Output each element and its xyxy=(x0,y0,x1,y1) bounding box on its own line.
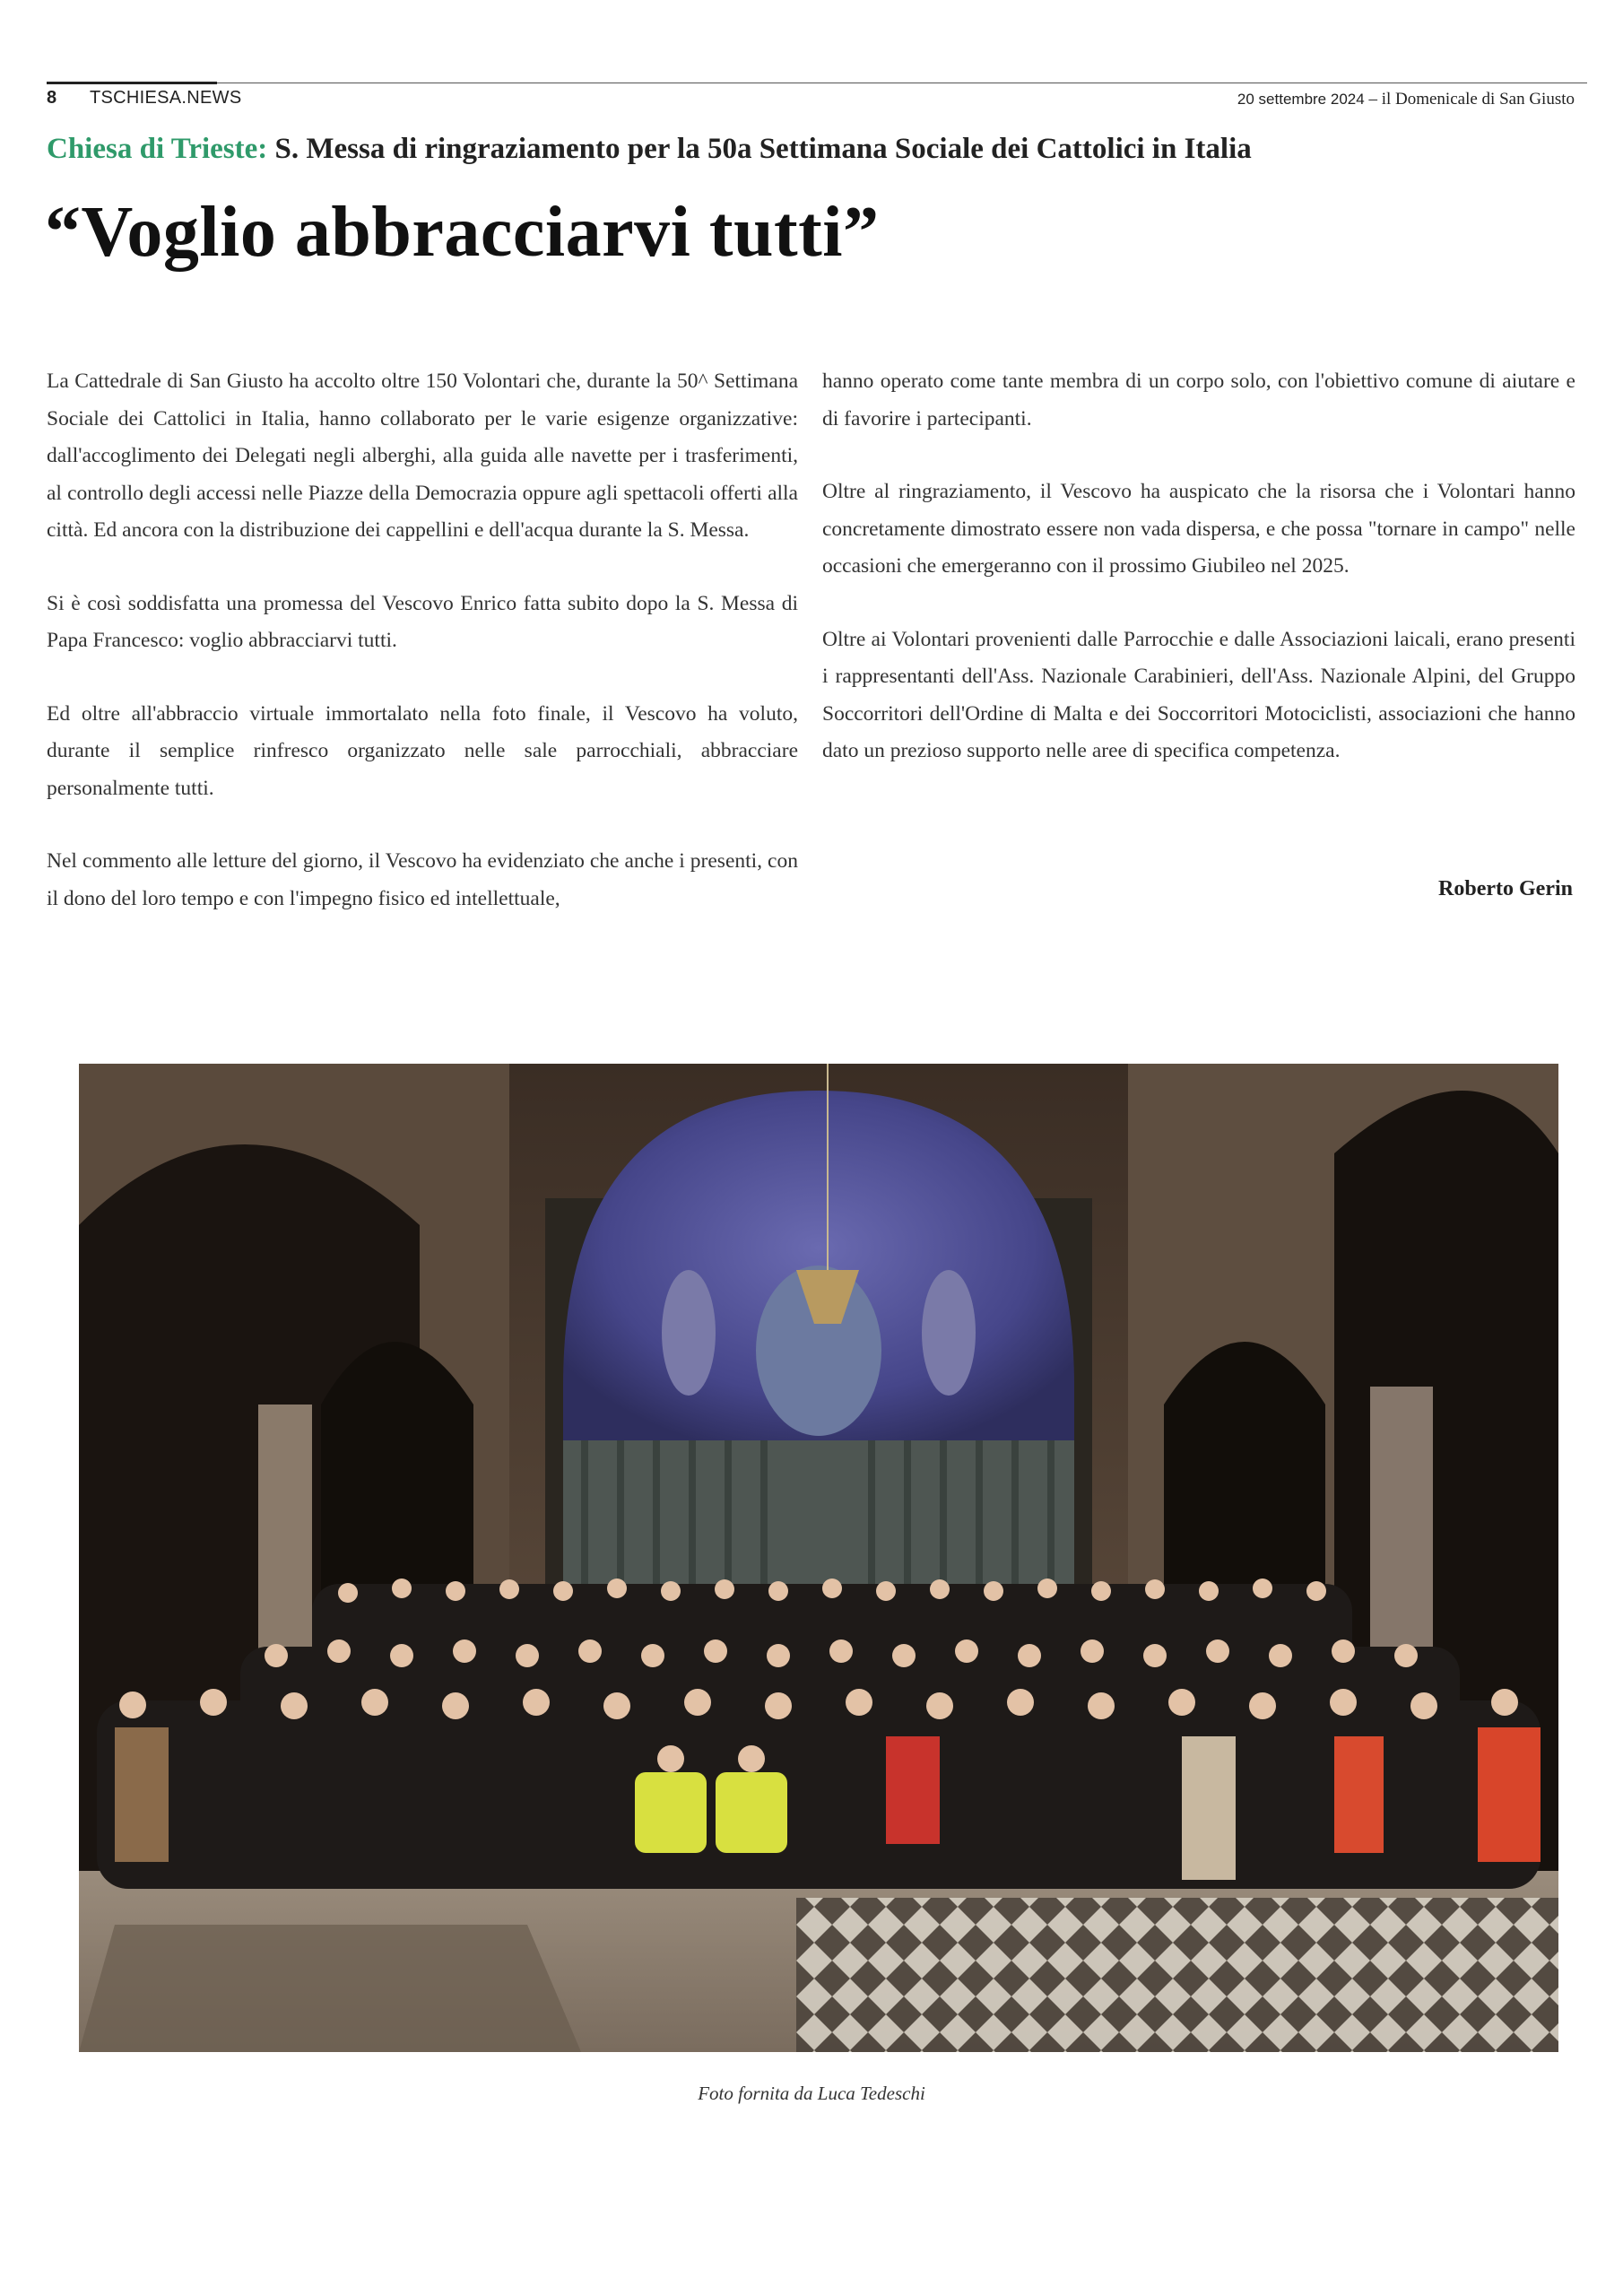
kicker-text: S. Messa di ringraziamento per la 50a Settimana Sociale dei Cattolici in Italia xyxy=(274,133,1252,165)
article-author: Roberto Gerin xyxy=(1438,877,1573,900)
group-photo xyxy=(79,1064,1558,2052)
publication-name: il Domenicale di San Giusto xyxy=(1381,90,1575,109)
paragraph: Ed oltre all'abbraccio virtuale immortalato nella foto finale, il Vescovo ha voluto, durante il semplice rinfresco organizzato nelle sale parrocchiali, abbracciare personalmente tutti. xyxy=(47,701,798,800)
header-rule-accent xyxy=(47,82,217,84)
paragraph: Oltre al ringraziamento, il Vescovo ha auspicato che la risorsa che i Volontari hanno concretamente dimostrato essere non vada dispersa, e che possa "tornare in campo" nelle occasioni che emergeranno con il prossimo Giubileo nel 2025. xyxy=(822,480,1575,578)
page-header xyxy=(47,83,1587,113)
paragraph: Oltre ai Volontari provenienti dalle Parrocchie e dalle Associazioni laicali, erano presenti i rappresentanti dell'Ass. Nazionale Carabinieri, dell'Ass. Nazionale Alpini, del Gruppo Soccorritori dell'Ordine di Malta e dei Soccorritori Motociclisti, associazioni che hanno dato un prezioso supporto nelle aree di specifica competenza. xyxy=(822,627,1575,762)
page-number: 8 xyxy=(47,88,57,108)
article-kicker xyxy=(47,133,1252,166)
kicker-place: Chiesa di Trieste: xyxy=(47,133,268,165)
paragraph: Si è così soddisfatta una promessa del Vescovo Enrico fatta subito dopo la S. Messa di Papa Francesco: voglio abbracciarvi tutti. xyxy=(47,591,798,652)
photo-caption: Foto fornita da Luca Tedeschi xyxy=(698,2083,925,2104)
issue-date: 20 settembre 2024 xyxy=(1237,91,1365,108)
article-title: “Voglio abbracciarvi tutti” xyxy=(45,193,880,272)
issue-date-line xyxy=(1237,90,1575,109)
article-column-left xyxy=(47,363,798,918)
paragraph: La Cattedrale di San Giusto ha accolto oltre 150 Volontari che, durante la 50^ Settimana Sociale dei Cattolici in Italia, hanno collaborato per le varie esigenze organizzative: dall'accoglimento dei Delegati negli alberghi, alla guida alle navette per i trasferimenti, al controllo degli accessi nelle Piazze della Democrazia oppure agli spettacoli offerti alla città. Ed ancora con la distribuzione dei cappellini e dell'acqua durante la S. Messa. xyxy=(47,370,798,542)
group-photo-illustration xyxy=(79,1064,1558,2052)
paragraph: hanno operato come tante membra di un corpo solo, con l'obiettivo comune di aiutare e di favorire i partecipanti. xyxy=(822,370,1575,430)
paragraph: Nel commento alle letture del giorno, il Vescovo ha evidenziato che anche i presenti, con il dono del loro tempo e con l'impegno fisico ed intellettuale, xyxy=(47,849,798,910)
date-separator: – xyxy=(1368,90,1377,109)
article-column-right xyxy=(822,363,1575,770)
site-name: TSCHIESA.NEWS xyxy=(90,88,242,108)
